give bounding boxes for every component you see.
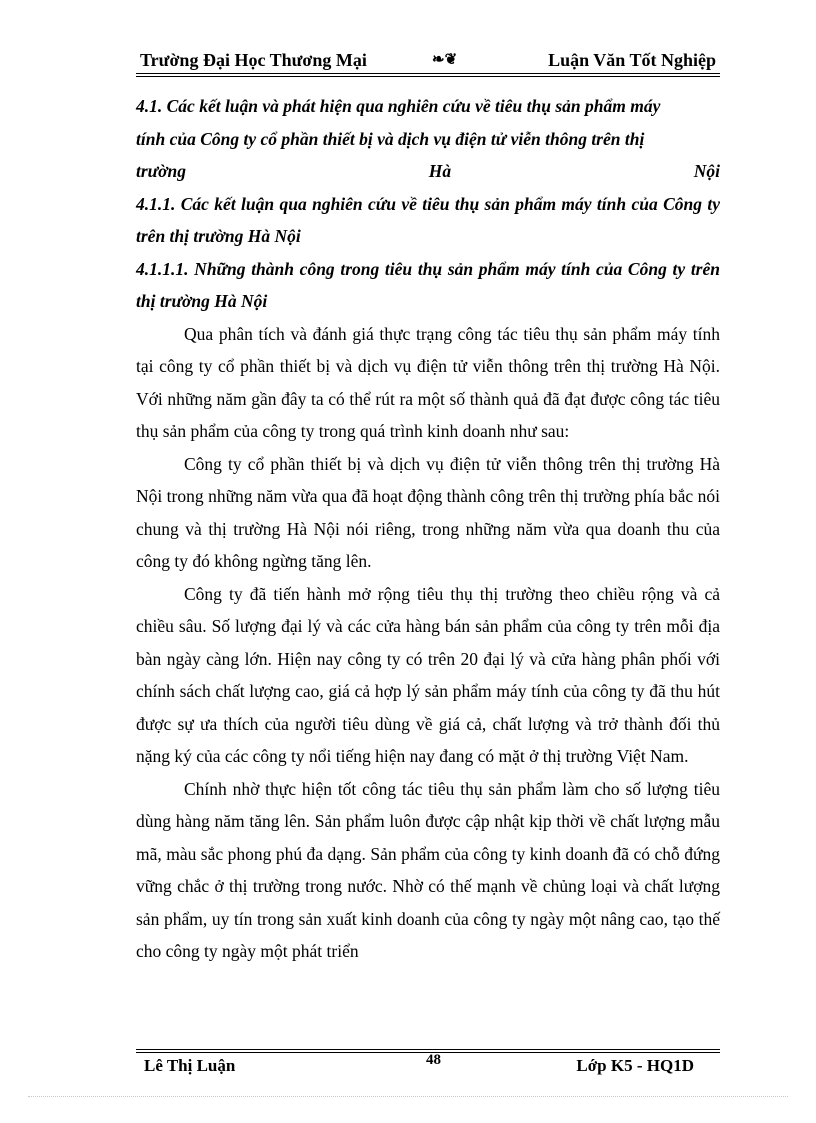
heading-4-1-last-line: trường Hà Nội — [136, 161, 720, 181]
heading-4-1: 4.1. Các kết luận và phát hiện qua nghiên cứu về tiêu thụ sản phẩm máy tính của Công ty cổ phần thiết bị và dịch vụ điện tử viễn thông trên thị — [136, 96, 661, 149]
paragraph-4: Chính nhờ thực hiện tốt công tác tiêu thụ sản phẩm làm cho số lượng tiêu dùng hàng năm tăng lên. Sản phẩm luôn được cập nhật kịp thời về chất lượng mẫu mã, màu sắc phong phú đa dạng. Sản phẩm của công ty kinh doanh đã có chỗ đứng vững chắc ở thị trường trong nước. Nhờ có thế mạnh về chủng loại và chất lượng sản phẩm, uy tín trong sản xuất kinh doanh của công ty ngày một nâng cao, tạo thế cho công ty ngày một phát triển — [136, 778, 720, 961]
paragraph-3: Công ty đã tiến hành mở rộng tiêu thụ thị trường theo chiều rộng và cả chiều sâu. Số lượng đại lý và các cửa hàng bán sản phẩm của công ty trên mỗi địa bàn ngày càng lớn. Hiện nay công ty có trên 20 đại lý và cửa hàng phân phối với chính sách chất lượng cao, giá cả hợp lý sản phẩm máy tính của công ty đã thu hút được sự ưa thích của người tiêu dùng về giá cả, chất lượng và trở thành đối thủ nặng ký của các công ty nổi tiếng hiện nay đang có mặt ở thị trường Việt Nam. — [136, 583, 720, 766]
header-rule-top — [136, 73, 720, 74]
page-footer — [136, 1052, 720, 1078]
page-content — [136, 90, 720, 968]
heading-4-1-1-1: 4.1.1.1. Những thành công trong tiêu thụ sản phẩm máy tính của Công ty trên thị trường Hà Nội — [136, 258, 720, 311]
page-header — [136, 48, 718, 74]
footer-class: Lớp K5 - HQ1D — [576, 1056, 694, 1075]
header-ornament-icon: ❧❦ — [432, 52, 458, 68]
page-number: 48 — [426, 1052, 441, 1068]
header-title: Luận Văn Tốt Nghiệp — [548, 50, 716, 70]
header-rule-bottom — [136, 76, 720, 77]
footer-author: Lê Thị Luận — [144, 1056, 236, 1075]
page-break-divider — [28, 1096, 788, 1097]
paragraph-2: Công ty cổ phần thiết bị và dịch vụ điện tử viễn thông trên thị trường Hà Nội trong những năm vừa qua đã hoạt động thành công trên thị trường phía bắc nói chung và thị trường Hà Nội nói riêng, trong những năm vừa qua doanh thu của công ty đó không ngừng tăng lên. — [136, 453, 720, 571]
header-school: Trường Đại Học Thương Mại — [140, 50, 367, 70]
heading-4-1-1: 4.1.1. Các kết luận qua nghiên cứu về tiêu thụ sản phẩm máy tính của Công ty trên thị trường Hà Nội — [136, 193, 720, 246]
paragraph-1: Qua phân tích và đánh giá thực trạng công tác tiêu thụ sản phẩm máy tính tại công ty cổ phần thiết bị và dịch vụ điện tử viễn thông trên thị trường Hà Nội. Với những năm gần đây ta có thể rút ra một số thành quả đã đạt được công tác tiêu thụ sản phẩm của công ty trong quá trình kinh doanh như sau: — [136, 323, 720, 441]
footer-rule-top — [136, 1049, 720, 1050]
